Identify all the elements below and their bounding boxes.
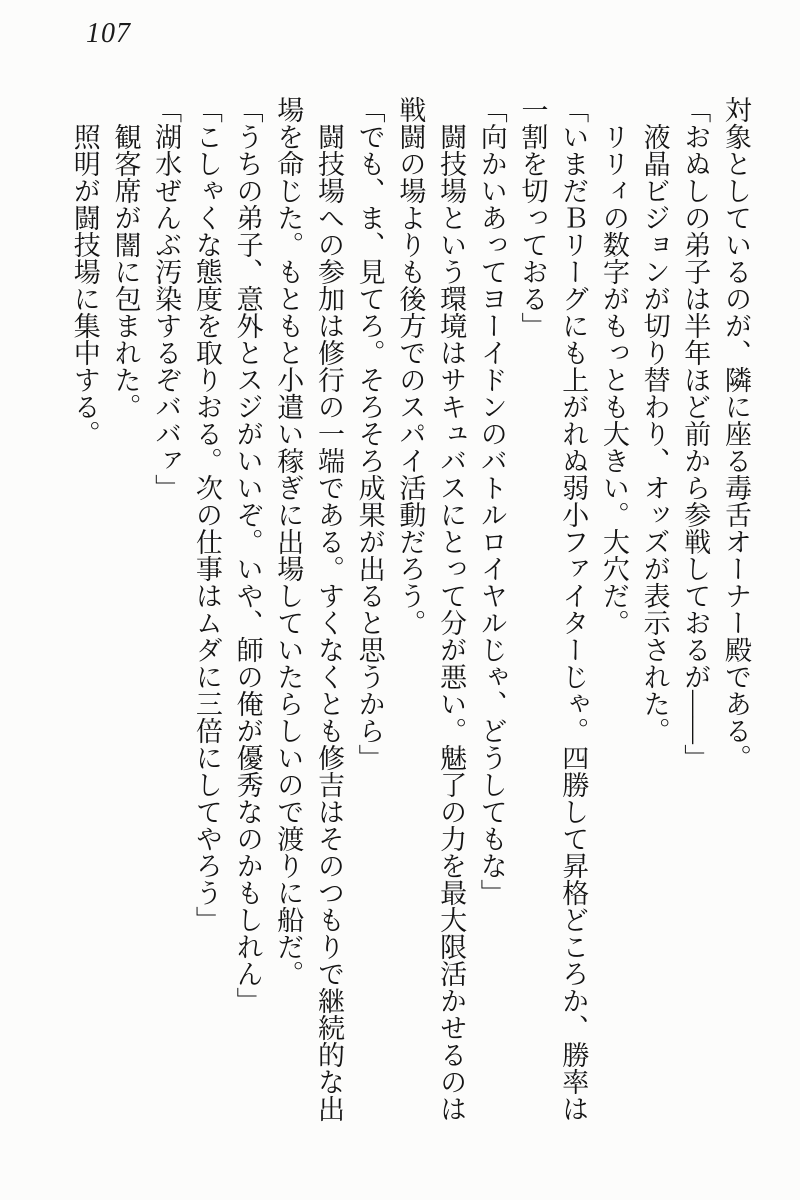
paragraph: 「でも、ま、見てろ。そろそろ成果が出ると思うから」 [354,96,385,771]
vertical-text-block [64,96,756,1126]
paragraph: 闘技場という環境はサキュバスにとって分が悪い。魅了の力を最大限活かせるのは戦闘の場よりも後方でのスパイ活動だろう。 [395,96,467,1122]
paragraph: 「おぬしの弟子は半年ほど前から参戦しておるが――」 [680,96,711,771]
page-number: 107 [86,18,131,49]
paragraph: 液晶ビジョンが切り替わり、オッズが表示された。 [639,123,670,744]
paragraph: リリィの数字がもっとも大きい。大穴だ。 [598,123,629,636]
paragraph: 「いまだＢリーグにも上がれぬ弱小ファイターじゃ。四勝して昇格どころか、勝率は一割を切っておる」 [517,96,589,1122]
paragraph: 観客席が闇に包まれた。 [110,123,141,420]
paragraph: 照明が闘技場に集中する。 [69,123,100,447]
paragraph: 「こしゃくな態度を取りおる。次の仕事はムダに三倍にしてやろう」 [191,96,222,933]
paragraph: 闘技場への参加は修行の一端である。すくなくとも修吉はそのつもりで継続的な出場を命じた。もともと小遣い稼ぎに出場していたらしいので渡りに船だ。 [273,96,344,1122]
paragraph: 「向かいあってヨーイドンのバトルロイヤルじゃ、どうしてもな」 [476,96,507,906]
paragraph: 対象としているのが、隣に座る毒舌オーナー殿である。 [721,96,751,771]
paragraph: 「うちの弟子、意外とスジがいいぞ。いや、師の俺が優秀なのかもしれん」 [232,96,263,1014]
paragraph: 「湖水ぜんぶ汚染するぞババァ」 [151,96,182,501]
